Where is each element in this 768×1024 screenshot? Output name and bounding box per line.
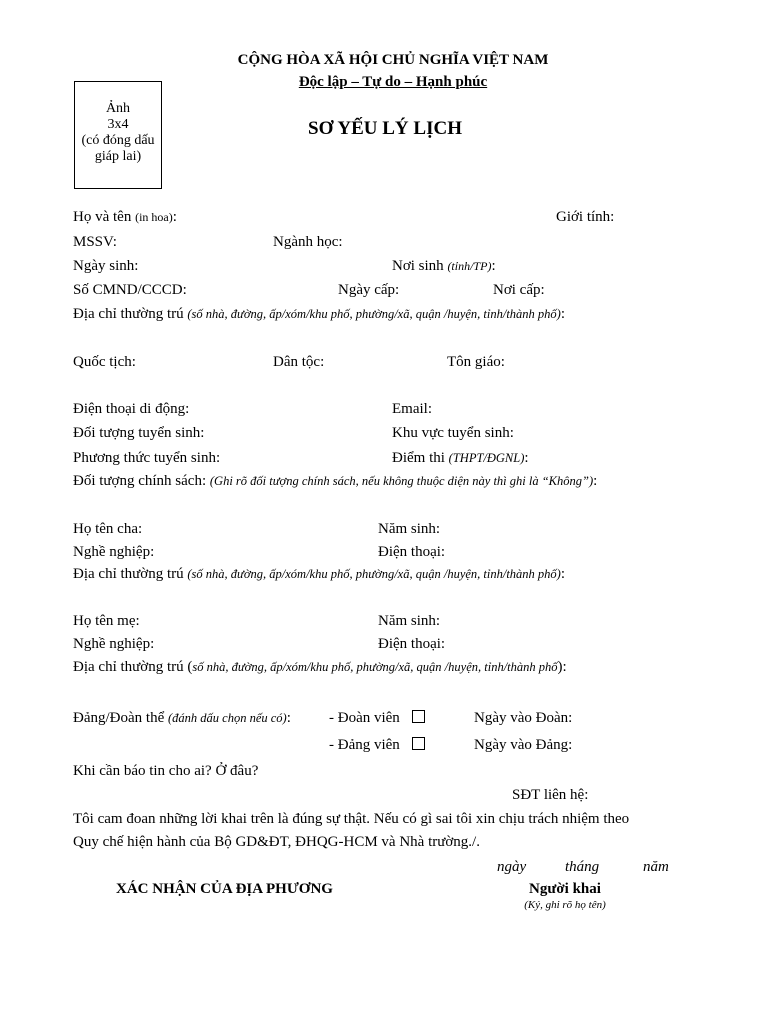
declaration-line-2: Quy chế hiện hành của Bộ GD&ĐT, ĐHQG-HCM và Nhà trường./. (73, 834, 480, 850)
field-id-number: Số CMND/CCCD: (73, 282, 187, 298)
field-father-birth-year: Năm sinh: (378, 521, 441, 537)
father-address-colon: : (560, 566, 566, 582)
mother-address-close: ): (557, 659, 567, 675)
field-dob: Ngày sinh: (73, 258, 139, 274)
field-major: Ngành học: (273, 234, 343, 250)
field-nationality: Quốc tịch: (73, 354, 136, 370)
field-admission-object: Đối tượng tuyển sinh: (73, 425, 205, 441)
address-hint: (số nhà, đường, ấp/xóm/khu phố, phường/xã, quận /huyện, tỉnh/thành phố) (187, 307, 561, 321)
birthplace-colon: : (491, 258, 496, 274)
option-party-member (329, 737, 425, 754)
full-name-colon: : (172, 209, 177, 225)
party-member-checkbox[interactable] (412, 737, 425, 750)
mother-address-open: ( (187, 659, 193, 675)
date-year: năm (643, 859, 669, 875)
date-month: tháng (565, 859, 600, 875)
field-gender: Giới tính: (556, 209, 615, 225)
field-mother-birth-year: Năm sinh: (378, 613, 441, 629)
mother-address-label: Địa chỉ thường trú (73, 659, 184, 675)
party-hint: (đánh dấu chọn nếu có) (167, 711, 287, 725)
field-father-job: Nghề nghiệp: (73, 544, 155, 560)
address-label: Địa chỉ thường trú (73, 306, 184, 322)
field-emergency-phone: SĐT liên hệ: (512, 787, 589, 803)
field-address (73, 306, 565, 323)
field-full-name (73, 209, 177, 226)
field-student-id: MSSV: (73, 234, 117, 250)
field-father-name: Họ tên cha: (73, 521, 143, 537)
field-party-member-date: Ngày vào Đảng: (474, 737, 573, 753)
field-issue-place: Nơi cấp: (493, 282, 545, 298)
photo-size: 3x4 (107, 117, 129, 132)
photo-note-1: (có đóng dấu (81, 133, 155, 148)
field-religion: Tôn giáo: (447, 354, 505, 370)
field-mother-phone: Điện thoại: (378, 636, 446, 652)
field-policy (73, 473, 597, 490)
photo-placeholder (74, 81, 162, 189)
motto: Độc lập – Tự do – Hạnh phúc (298, 74, 488, 90)
field-mother-name: Họ tên mẹ: (73, 613, 140, 629)
field-birthplace (392, 258, 496, 275)
field-admission-method: Phương thức tuyển sinh: (73, 450, 221, 466)
field-ethnicity: Dân tộc: (273, 354, 325, 370)
birthplace-hint: (tỉnh/TP) (447, 259, 492, 273)
field-youth-union-date: Ngày vào Đoàn: (474, 710, 573, 726)
father-address-hint: (số nhà, đường, ấp/xóm/khu phố, phường/xã, quận /huyện, tỉnh/thành phố) (187, 567, 561, 581)
birthplace-label: Nơi sinh (392, 258, 444, 274)
full-name-hint: (in hoa) (135, 210, 173, 224)
local-confirmation-heading: XÁC NHẬN CỦA ĐỊA PHƯƠNG (116, 881, 333, 897)
photo-note-2: giáp lai) (94, 149, 142, 164)
field-father-address (73, 566, 565, 583)
country-header: CỘNG HÒA XÃ HỘI CHỦ NGHĨA VIỆT NAM (237, 52, 549, 68)
page-title: SƠ YẾU LÝ LỊCH (308, 118, 462, 139)
policy-colon: : (593, 473, 598, 489)
field-father-phone: Điện thoại: (378, 544, 446, 560)
party-label: Đảng/Đoàn thể (73, 710, 165, 726)
full-name-label: Họ và tên (73, 209, 132, 225)
address-colon: : (560, 306, 566, 322)
mother-address-hint: số nhà, đường, ấp/xóm/khu phố, phường/xã, quận /huyện, tỉnh/thành phố (192, 660, 558, 674)
score-label: Điểm thi (392, 450, 445, 466)
date-day: ngày (497, 859, 527, 875)
field-party (73, 710, 291, 727)
field-score (392, 450, 529, 467)
party-member-label: - Đảng viên (329, 737, 400, 753)
policy-label: Đối tượng chính sách: (73, 473, 207, 489)
declaration-line-1: Tôi cam đoan những lời khai trên là đúng sự thật. Nếu có gì sai tôi xin chịu trách nhiệm theo (73, 811, 630, 827)
field-emergency-contact: Khi cần báo tin cho ai? Ở đâu? (73, 763, 259, 779)
declarant-hint: (Ký, ghi rõ họ tên) (524, 899, 606, 911)
father-address-label: Địa chỉ thường trú (73, 566, 184, 582)
declarant-heading: Người khai (529, 881, 601, 897)
field-admission-region: Khu vực tuyển sinh: (392, 425, 514, 441)
field-mobile: Điện thoại di động: (73, 401, 190, 417)
party-colon: : (286, 710, 291, 726)
field-email: Email: (392, 401, 432, 417)
score-hint: (THPT/ĐGNL) (448, 451, 525, 465)
youth-union-checkbox[interactable] (412, 710, 425, 723)
youth-union-label: - Đoàn viên (329, 710, 400, 726)
policy-hint: (Ghi rõ đối tượng chính sách, nếu không thuộc diện này thì ghi là “Không”) (209, 474, 594, 488)
option-youth-union (329, 710, 425, 727)
photo-label: Ảnh (105, 101, 131, 116)
field-mother-address (73, 659, 567, 676)
field-mother-job: Nghề nghiệp: (73, 636, 155, 652)
score-colon: : (524, 450, 529, 466)
field-issue-date: Ngày cấp: (338, 282, 400, 298)
